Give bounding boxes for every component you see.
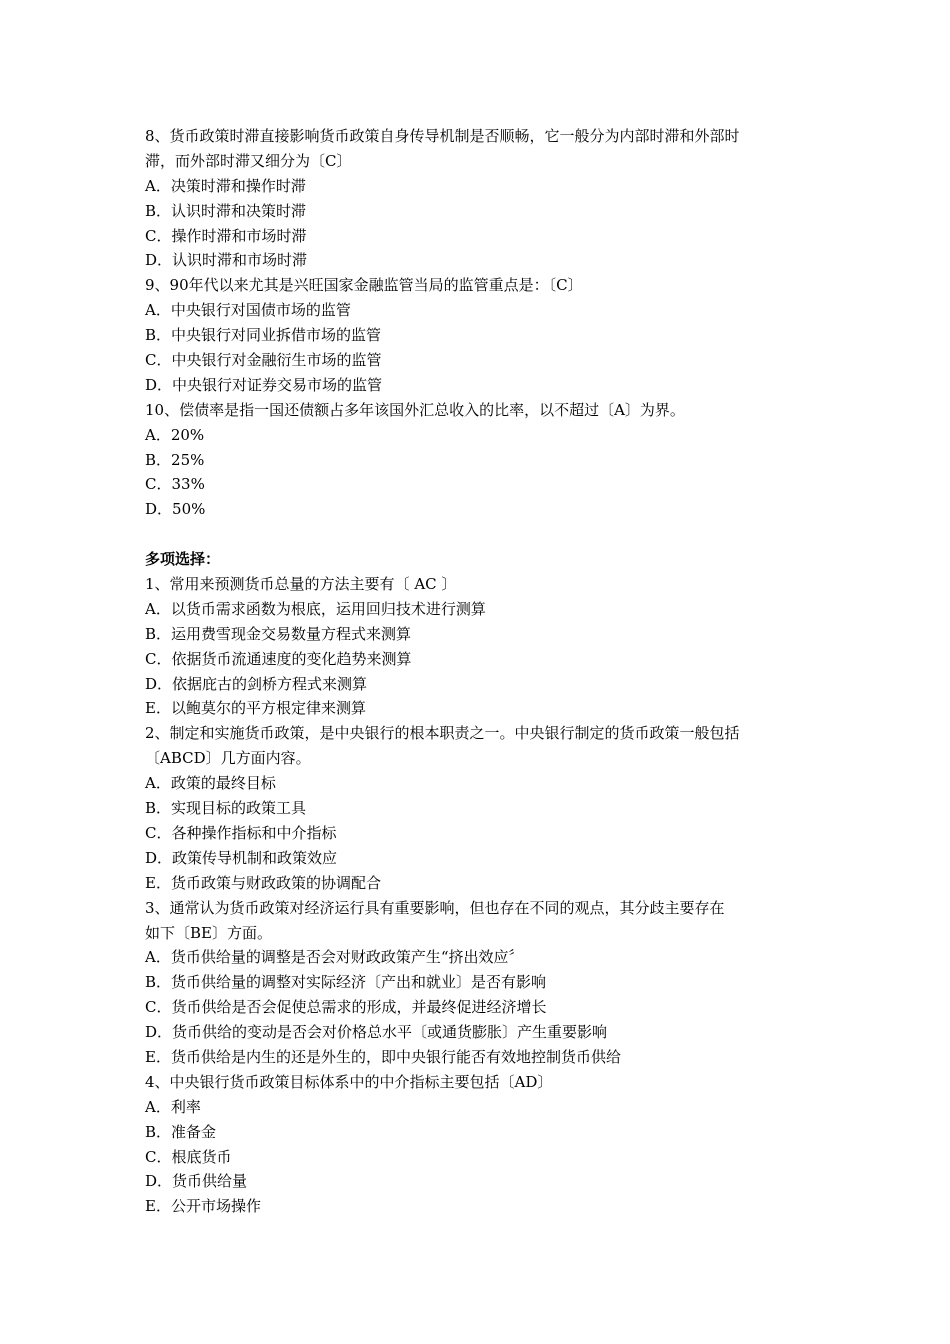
question-8-option-a: A．决策时滞和操作时滞 bbox=[145, 176, 306, 195]
section-spacer bbox=[145, 522, 815, 547]
multi-question-4-option-c: C．根底货币 bbox=[145, 1147, 232, 1166]
question-8-text-line2: 滞，而外部时滞又细分为〔C〕 bbox=[145, 151, 352, 170]
multi-question-1-option-c: C．依据货币流通速度的变化趋势来测算 bbox=[145, 649, 412, 668]
multi-question-3-option-d: D．货币供给的变动是否会对价格总水平〔或通货膨胀〕产生重要影响 bbox=[145, 1023, 608, 1042]
multi-question-3-option-a: A．货币供给量的调整是否会对财政政策产生“挤出效应〞 bbox=[145, 948, 524, 967]
document-body bbox=[145, 124, 815, 1219]
multi-question-1-text: 1、常用来预测货币总量的方法主要有〔 AC 〕 bbox=[145, 575, 457, 594]
multi-question-4-option-d: D．货币供给量 bbox=[145, 1172, 248, 1191]
multi-question-1-option-d: D．依据庇古的剑桥方程式来测算 bbox=[145, 674, 368, 693]
multi-question-3-option-e: E．货币供给是内生的还是外生的，即中央银行能否有效地控制货币供给 bbox=[145, 1047, 621, 1066]
question-9-option-d: D．中央银行对证券交易市场的监管 bbox=[145, 375, 383, 394]
multi-question-1-option-e: E．以鲍莫尔的平方根定律来测算 bbox=[145, 699, 366, 718]
question-9-option-c: C．中央银行对金融衍生市场的监管 bbox=[145, 351, 382, 370]
question-9-text: 9、90年代以来尤其是兴旺国家金融监管当局的监管重点是：〔C〕 bbox=[145, 276, 583, 295]
multi-question-2-option-e: E．货币政策与财政政策的协调配合 bbox=[145, 873, 381, 892]
question-10-option-c: C．33% bbox=[145, 475, 205, 494]
multi-question-2-text-line1: 2、制定和实施货币政策，是中央银行的根本职责之一。中央银行制定的货币政策一般包括 bbox=[145, 724, 740, 743]
multi-question-4-option-a: A．利率 bbox=[145, 1097, 201, 1116]
question-10-option-b: B．25% bbox=[145, 450, 205, 469]
multi-question-3-option-b: B．货币供给量的调整对实际经济〔产出和就业〕是否有影响 bbox=[145, 973, 547, 992]
multi-question-1-option-a: A．以货币需求函数为根底，运用回归技术进行测算 bbox=[145, 599, 486, 618]
multi-question-4-option-b: B．准备金 bbox=[145, 1122, 217, 1141]
multi-question-1-option-b: B．运用费雪现金交易数量方程式来测算 bbox=[145, 624, 412, 643]
question-8-option-d: D．认识时滞和市场时滞 bbox=[145, 251, 308, 270]
multi-question-2-option-a: A．政策的最终目标 bbox=[145, 774, 276, 793]
multi-question-2-option-c: C．各种操作指标和中介指标 bbox=[145, 823, 337, 842]
multi-question-4-text: 4、中央银行货币政策目标体系中的中介指标主要包括〔AD〕 bbox=[145, 1072, 553, 1091]
question-9-option-b: B．中央银行对同业拆借市场的监管 bbox=[145, 326, 382, 345]
question-10-option-d: D．50% bbox=[145, 500, 206, 519]
question-8-option-c: C．操作时滞和市场时滞 bbox=[145, 226, 307, 245]
question-9-option-a: A．中央银行对国债市场的监管 bbox=[145, 301, 351, 320]
question-8-text-line1: 8、货币政策时滞直接影响货币政策自身传导机制是否顺畅，它一般分为内部时滞和外部时 bbox=[145, 127, 740, 145]
multi-question-2-text-line2: 〔ABCD〕几方面内容。 bbox=[145, 749, 311, 768]
question-10-text: 10、偿债率是指一国还债额占多年该国外汇总收入的比率，以不超过〔A〕为界。 bbox=[145, 400, 685, 419]
multi-question-3-option-c: C．货币供给是否会促使总需求的形成，并最终促进经济增长 bbox=[145, 998, 547, 1017]
multi-question-3-text-line1: 3、通常认为货币政策对经济运行具有重要影响，但也存在不同的观点，其分歧主要存在 bbox=[145, 898, 725, 917]
question-10-option-a: A．20% bbox=[145, 425, 205, 444]
multi-question-2-option-d: D．政策传导机制和政策效应 bbox=[145, 848, 338, 867]
question-8-option-b: B．认识时滞和决策时滞 bbox=[145, 201, 307, 220]
section-heading: 多项选择： bbox=[145, 550, 221, 569]
multi-question-2-option-b: B．实现目标的政策工具 bbox=[145, 799, 307, 818]
multi-question-3-text-line2: 如下〔BE〕方面。 bbox=[145, 923, 272, 942]
multi-question-4-option-e: E．公开市场操作 bbox=[145, 1197, 261, 1216]
